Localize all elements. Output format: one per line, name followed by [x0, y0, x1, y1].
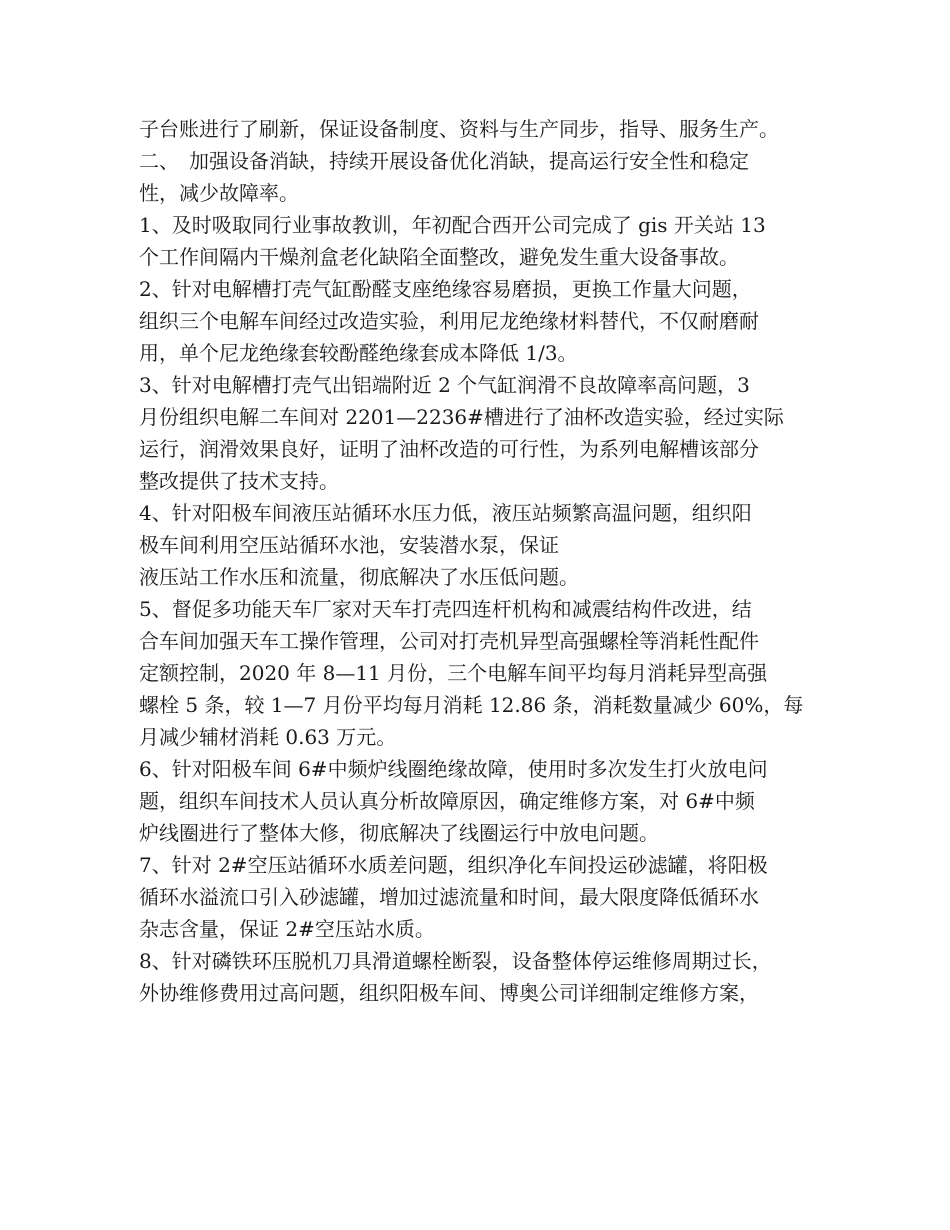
text-line: 题，组织车间技术人员认真分析故障原因，确定维修方案，对 6#中频: [139, 789, 755, 813]
document-body: [139, 113, 829, 1009]
text-line: 7、针对 2#空压站循环水质差问题，组织净化车间投运砂滤罐，将阳极: [139, 853, 768, 877]
text-line: 外协维修费用过高问题，组织阳极车间、博奥公司详细制定维修方案，: [139, 981, 759, 1005]
text-line: 3、针对电解槽打壳气出铝端附近 2 个气缸润滑不良故障率高问题，3: [139, 373, 750, 397]
text-line: 月份组织电解二车间对 2201—2236#槽进行了油杯改造实验，经过实际: [139, 405, 784, 429]
text-line: 6、针对阳极车间 6#中频炉线圈绝缘故障，使用时多次发生打火放电问: [139, 757, 768, 781]
text-line: 子台账进行了刷新，保证设备制度、资料与生产同步，指导、服务生产。: [139, 117, 779, 141]
text-line: 炉线圈进行了整体大修，彻底解决了线圈运行中放电问题。: [139, 821, 659, 845]
text-line: 运行，润滑效果良好，证明了油杯改造的可行性，为系列电解槽该部分: [139, 437, 759, 461]
text-line: 性，减少故障率。: [139, 181, 299, 205]
text-line: 1、及时吸取同行业事故教训，年初配合西开公司完成了 gis 开关站 13: [139, 213, 766, 237]
text-line: 螺栓 5 条，较 1—7 月份平均每月消耗 12.86 条，消耗数量减少 60%，每: [139, 693, 804, 717]
text-line: 循环水溢流口引入砂滤罐，增加过滤流量和时间，最大限度降低循环水: [139, 885, 759, 909]
text-line: 5、督促多功能天车厂家对天车打壳四连杆机构和减震结构件改进，结: [139, 597, 752, 621]
text-line: 合车间加强天车工操作管理，公司对打壳机异型高强螺栓等消耗性配件: [139, 629, 759, 653]
text-line: 组织三个电解车间经过改造实验，利用尼龙绝缘材料替代，不仅耐磨耐: [139, 309, 759, 333]
text-line: 定额控制，2020 年 8—11 月份，三个电解车间平均每月消耗异型高强: [139, 661, 768, 685]
text-line: 8、针对磷铁环压脱机刀具滑道螺栓断裂，设备整体停运维修周期过长，: [139, 949, 772, 973]
text-line: 整改提供了技术支持。: [139, 469, 339, 493]
text-line: 2、针对电解槽打壳气缸酚醛支座绝缘容易磨损，更换工作量大问题，: [139, 277, 752, 301]
text-line: 杂志含量，保证 2#空压站水质。: [139, 917, 435, 941]
text-line: 液压站工作水压和流量，彻底解决了水压低问题。: [139, 565, 579, 589]
text-line: 极车间利用空压站循环水池，安装潜水泵，保证: [139, 533, 559, 557]
text-line: 二、 加强设备消缺，持续开展设备优化消缺，提高运行安全性和稳定: [139, 149, 749, 173]
text-line: 4、针对阳极车间液压站循环水压力低，液压站频繁高温问题，组织阳: [139, 501, 752, 525]
text-line: 用，单个尼龙绝缘套较酚醛绝缘套成本降低 1/3。: [139, 341, 578, 365]
text-line: 月减少辅材消耗 0.63 万元。: [139, 725, 397, 749]
text-line: 个工作间隔内干燥剂盒老化缺陷全面整改，避免发生重大设备事故。: [139, 245, 739, 269]
